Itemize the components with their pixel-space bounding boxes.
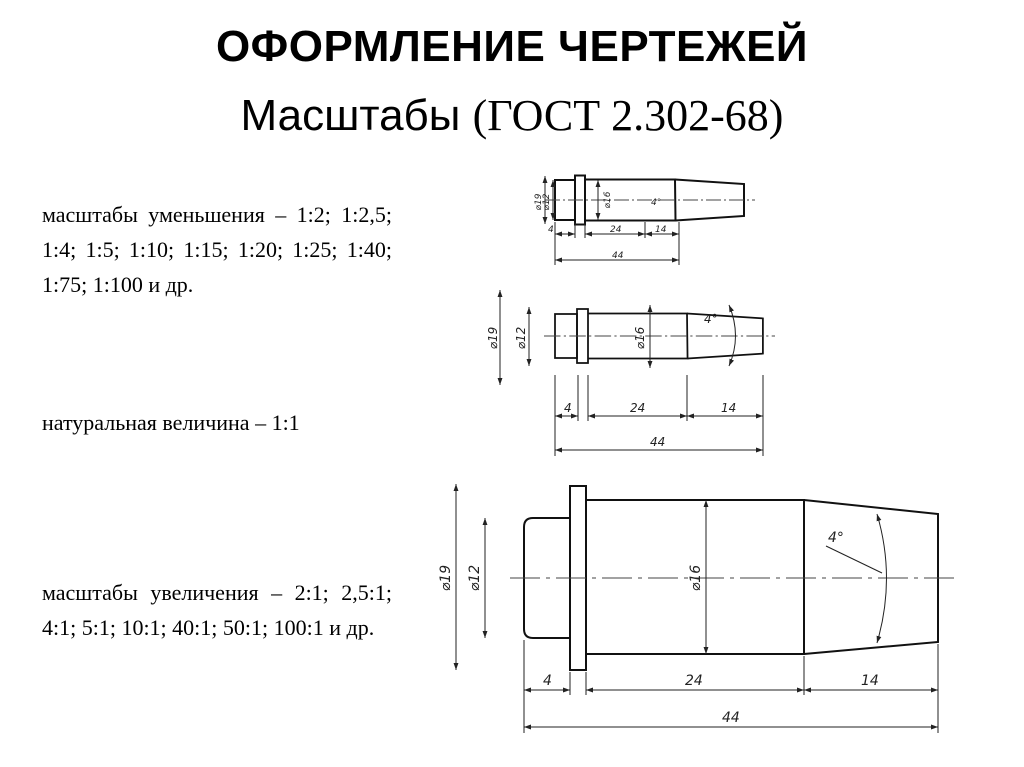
slide-title: ОФОРМЛЕНИЕ ЧЕРТЕЖЕЙ — [215, 22, 809, 71]
body-length-label: 24 — [630, 401, 646, 415]
outer-diameter-label: ⌀19 — [486, 326, 500, 350]
subtitle-gost: (ГОСТ 2.302-68) — [472, 91, 784, 140]
drawing-natural-scale — [544, 309, 775, 363]
shaft-diameter-label: ⌀16 — [603, 191, 613, 209]
enlargement-scales-text: масштабы увеличения – 2:1; 2,5:1; 4:1; 5:1; 10:1; 40:1; 50:1; 100:1 и др. — [42, 580, 392, 640]
body-length-label: 24 — [685, 673, 703, 689]
drawing-reduced-scale — [545, 176, 755, 225]
outer-diameter-label: ⌀19 — [438, 564, 454, 592]
drawing-reduced-labels — [534, 191, 667, 261]
taper-label: 4° — [651, 198, 662, 208]
body-length-label: 24 — [610, 225, 622, 235]
drawing-enlarged-dims — [456, 484, 938, 733]
flange-length-label: 4 — [548, 225, 554, 235]
shaft-diameter-label: ⌀16 — [633, 326, 647, 350]
taper-length-label: 14 — [655, 225, 667, 235]
natural-scale-text: натуральная величина – 1:1 — [42, 410, 300, 435]
drawing-enlarged-scale — [510, 486, 958, 670]
taper-length-label: 14 — [721, 401, 737, 415]
flange-length-label: 4 — [543, 673, 552, 689]
taper-length-label: 14 — [861, 673, 879, 689]
total-length-label: 44 — [722, 710, 740, 726]
reduction-scales-text: масштабы уменьшения – 1:2; 1:2,5; 1:4; 1:5; 1:10; 1:15; 1:20; 1:25; 1:40; 1:75; 1:100 и др. — [42, 202, 392, 297]
total-length-label: 44 — [612, 251, 624, 261]
outer-diameter-label: ⌀19 — [534, 193, 544, 211]
subtitle-scales: Масштабы — [240, 91, 473, 140]
taper-label: 4° — [828, 530, 844, 546]
taper-label: 4° — [704, 312, 718, 326]
shaft-diameter-label: ⌀16 — [688, 564, 704, 592]
drawing-natural-labels — [486, 312, 736, 449]
total-length-label: 44 — [650, 435, 666, 449]
drawing-enlarged-labels — [438, 530, 879, 726]
drawing-natural-dims — [500, 290, 763, 456]
inner-diameter-label: ⌀12 — [514, 326, 528, 350]
inner-diameter-label: ⌀12 — [467, 564, 483, 592]
flange-length-label: 4 — [564, 401, 572, 415]
inner-diameter-label: ⌀12 — [542, 193, 552, 211]
